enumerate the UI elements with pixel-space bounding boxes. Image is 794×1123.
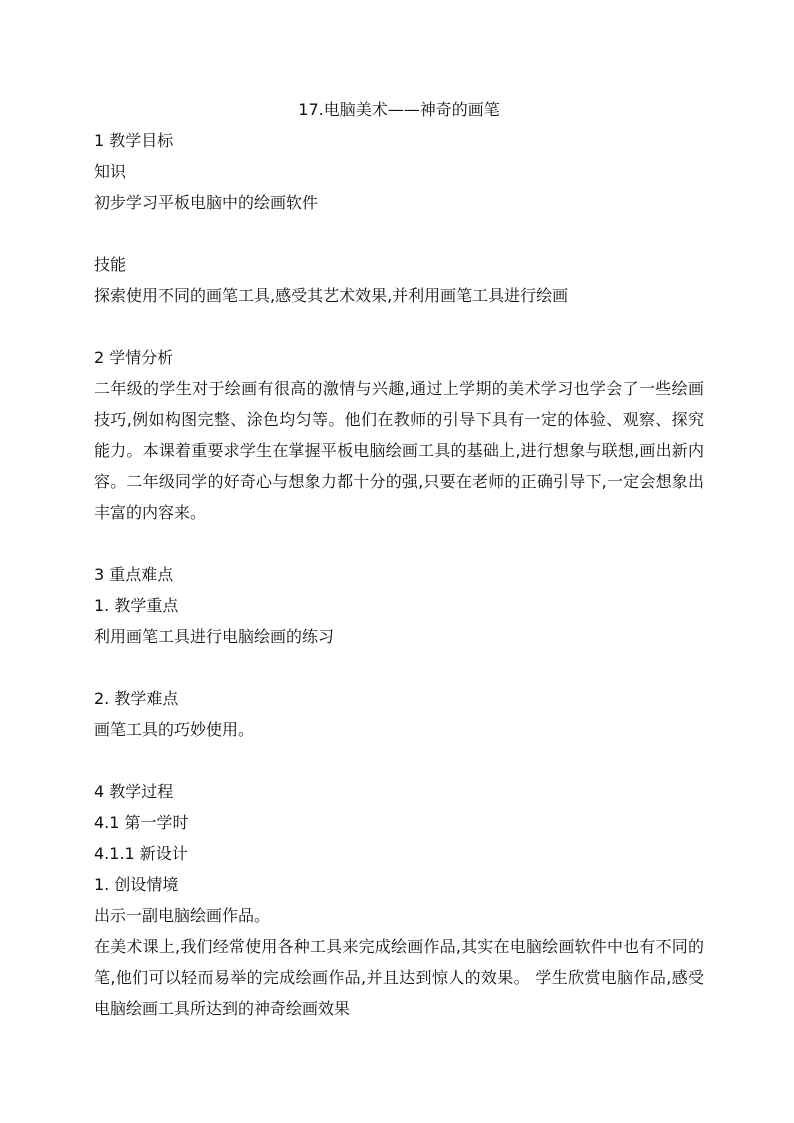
step-create-scene: 1. 创设情境 <box>94 875 179 894</box>
subheading-difficult-point: 2. 教学难点 <box>94 689 179 708</box>
subheading-key-point: 1. 教学重点 <box>94 596 179 615</box>
section-heading-key-points: 3 重点难点 <box>94 565 174 584</box>
knowledge-text: 初步学习平板电脑中的绘画软件 <box>94 193 319 212</box>
document-page <box>94 94 704 1024</box>
difficult-point-text: 画笔工具的巧妙使用。 <box>94 720 255 739</box>
blank-line <box>94 311 704 342</box>
blank-line <box>94 652 704 683</box>
analysis-paragraph: 二年级的学生对于绘画有很高的激情与兴趣,通过上学期的美术学习也学会了一些绘画技巧,例如构图完整、涂色均匀等。他们在教师的引导下具有一定的体验、观察、探究能力。本课着重要求学生在掌握平板电脑绘画工具的基础上,进行想象与联想,画出新内容。二年级同学的好奇心与想象力都十分的强,只要在老师的正确引导下,一定会想象出丰富的内容来。 <box>94 379 704 522</box>
document-title: 17.电脑美术——神奇的画笔 <box>298 100 500 119</box>
section-heading-analysis: 2 学情分析 <box>94 348 174 367</box>
process-paragraph: 在美术课上,我们经常使用各种工具来完成绘画作品,其实在电脑绘画软件中也有不同的笔,他们可以轻而易举的完成绘画作品,并且达到惊人的效果。 学生欣赏电脑作品,感受电脑绘画工具所达到的神奇绘画效果 <box>94 937 704 1018</box>
subheading-knowledge: 知识 <box>94 162 127 181</box>
skill-text: 探索使用不同的画笔工具,感受其艺术效果,并利用画笔工具进行绘画 <box>94 286 569 305</box>
blank-line <box>94 528 704 559</box>
subheading-skill: 技能 <box>94 255 127 274</box>
subheading-first-lesson: 4.1 第一学时 <box>94 813 189 832</box>
subheading-new-design: 4.1.1 新设计 <box>94 844 188 863</box>
blank-line <box>94 218 704 249</box>
blank-line <box>94 745 704 776</box>
section-heading-objectives: 1 教学目标 <box>94 131 174 150</box>
section-heading-process: 4 教学过程 <box>94 782 174 801</box>
step-text: 出示一副电脑绘画作品。 <box>94 906 271 925</box>
key-point-text: 利用画笔工具进行电脑绘画的练习 <box>94 627 335 646</box>
